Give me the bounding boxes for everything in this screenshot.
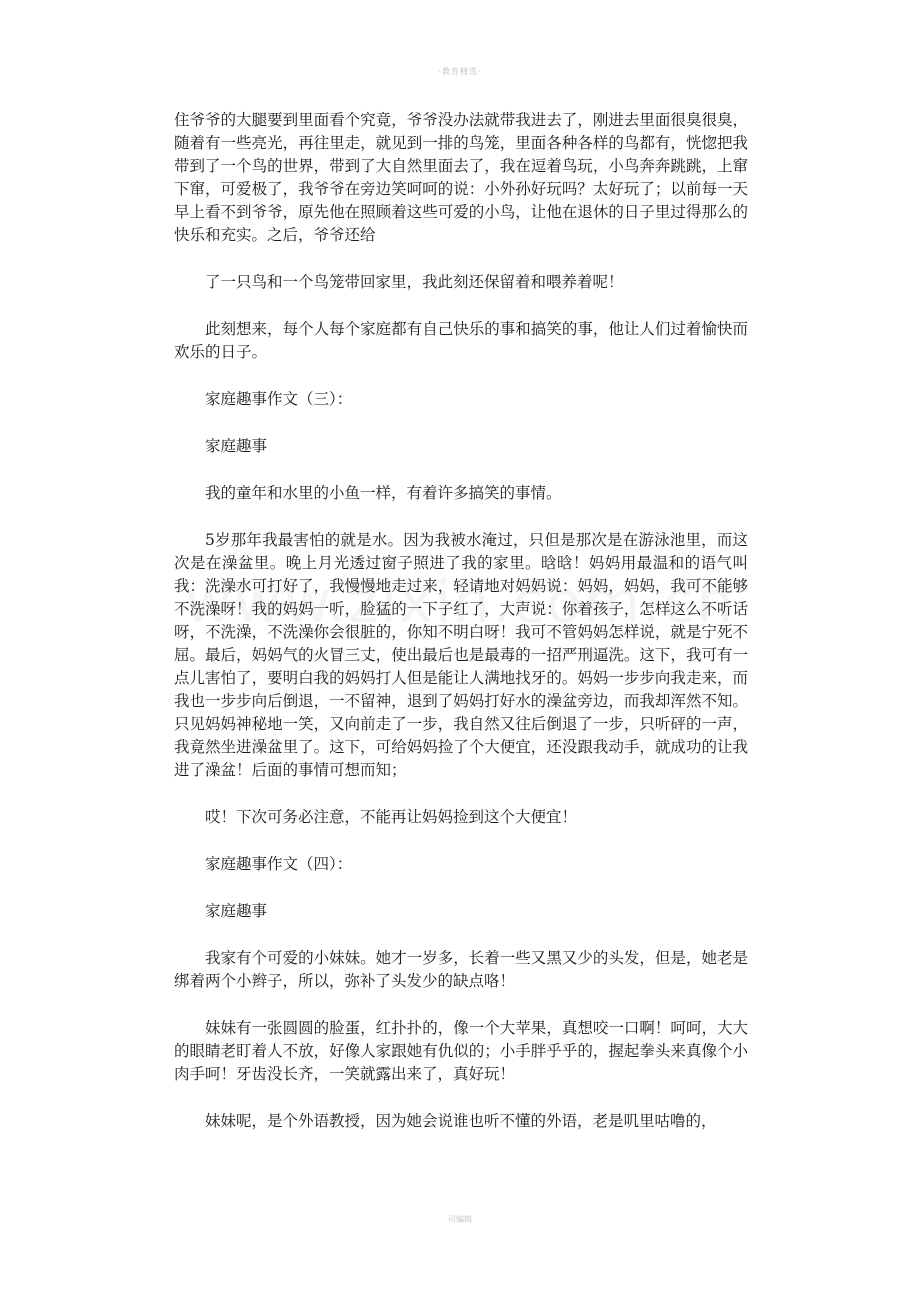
section-heading: 家庭趣事作文（四）： — [205, 855, 353, 873]
paragraph: 我家有个可爱的小妹妹。她才一岁多，长着一些又黑又少的头发，但是，她老是绑着两个小辫子，所以，弥补了头发少的缺点咯！ — [174, 949, 748, 990]
paragraph: 妹妹有一张圆圆的脸蛋，红扑扑的，像一个大苹果，真想咬一口啊！呵呵，大大的眼睛老盯着人不放，好像人家跟她有仇似的；小手胖乎乎的，握起拳头来真像个小肉手呵！牙齿没长齐，一笑就露出来了，真好玩！ — [174, 1019, 748, 1083]
section-heading: 家庭趣事作文（三）： — [205, 390, 353, 408]
paragraph: 我的童年和水里的小鱼一样，有着许多搞笑的事情。 — [205, 484, 562, 502]
paragraph: 此刻想来，每个人每个家庭都有自己快乐的事和搞笑的事，他让人们过着愉快而欢乐的日子。 — [174, 320, 748, 361]
paragraph: 哎！下次可务必注意，不能再让妈妈捡到这个大便宜！ — [205, 808, 578, 826]
header-mark: ·教育精选· — [438, 67, 482, 76]
section-title: 家庭趣事 — [205, 437, 268, 455]
document-body — [174, 109, 748, 1157]
footer-mark: 可编辑 — [448, 1215, 472, 1224]
paragraph: 妹妹呢，是个外语教授，因为她会说谁也听不懂的外语，老是叽里咕噜的， — [205, 1112, 717, 1130]
paragraph: 了一只鸟和一个鸟笼带回家里，我此刻还保留着和喂养着呢！ — [205, 273, 624, 291]
paragraph: 住爷爷的大腿要到里面看个究竟，爷爷没办法就带我进去了，刚进去里面很臭很臭，随着有一些亮光，再往里走，就见到一排的鸟笼，里面各种各样的鸟都有，恍惚把我带到了一个鸟的世界，带到了大自然里面去了，我在逗着鸟玩，小鸟奔奔跳跳，上窜下窜，可爱极了，我爷爷在旁边笑呵呵的说：小外孙好玩吗？太好玩了；以前每一天早上看不到爷爷，原先他在照顾着这些可爱的小鸟，让他在退休的日子里过得那么的快乐和充实。之后，爷爷还给 — [174, 111, 748, 244]
section-title: 家庭趣事 — [205, 902, 268, 920]
paragraph: 5岁那年我最害怕的就是水。因为我被水淹过，只但是那次是在游泳池里，而这次是在澡盆里。晚上月光透过窗子照进了我的家里。晗晗！妈妈用最温和的语气叫我：洗澡水可打好了，我慢慢地走过来，轻请地对妈妈说：妈妈，妈妈，我可不能够不洗澡呀！我的妈妈一听，脸猛的一下子红了，大声说：你着孩子，怎样这么不听话呀，不洗澡，不洗澡你会很脏的，你知不明白呀！我可不管妈妈怎样说，就是宁死不屈。最后，妈妈气的火冒三丈，使出最后也是最毒的一招严刑逼洗。这下，我可有一点儿害怕了，要明白我的妈妈打人但是能让人满地找牙的。妈妈一步步向我走来，而我也一步步向后倒退，一不留神，退到了妈妈打好水的澡盆旁边，而我却浑然不知。只见妈妈神秘地一笑，又向前走了一步，我自然又往后倒退了一步，只听砰的一声，我竟然坐进澡盆里了。这下，可给妈妈捡了个大便宜，还没跟我动手，就成功的让我进了澡盆！后面的事情可想而知； — [174, 531, 748, 779]
